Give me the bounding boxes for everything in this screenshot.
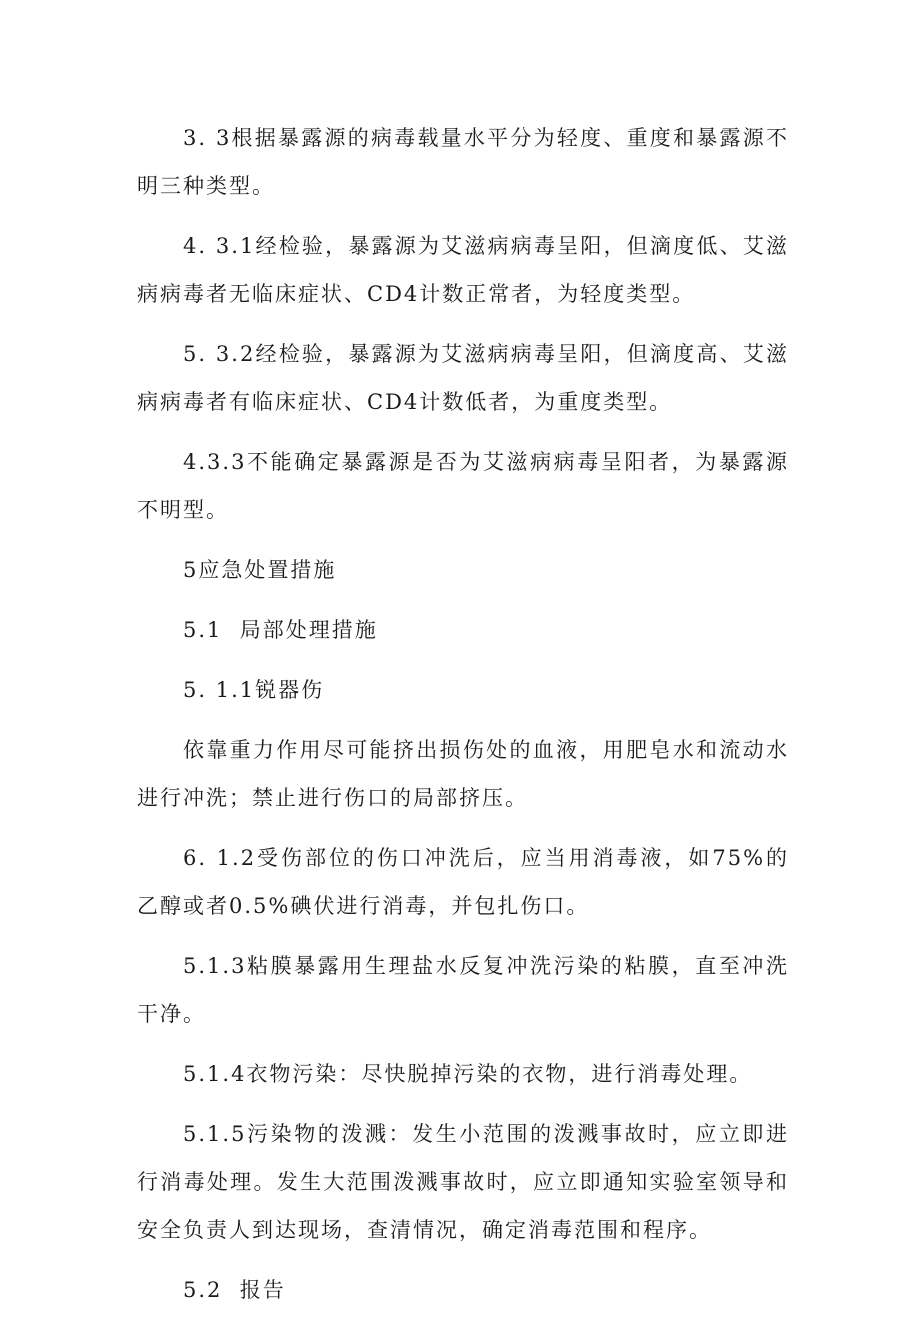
paragraph-mild-type: 4. 3.1经检验，暴露源为艾滋病病毒呈阳，但滴度低、艾滋病病毒者无临床症状、CD4计数正常者，为轻度类型。 [137,234,789,306]
paragraph-clothing-contamination: 5.1.4衣物污染：尽快脱掉污染的衣物，进行消毒处理。 [183,1062,753,1086]
section-heading-5-1-1: 5. 1.1锐器伤 [183,678,325,702]
paragraph-mucosa-exposure: 5.1.3粘膜暴露用生理盐水反复冲洗污染的粘膜，直至冲洗干净。 [137,954,789,1026]
document-body [137,114,789,1326]
paragraph-unknown-type: 4.3.3不能确定暴露源是否为艾滋病病毒呈阳者，为暴露源不明型。 [137,450,789,522]
paragraph-wound-disinfection: 6. 1.2受伤部位的伤口冲洗后，应当用消毒液，如75%的乙醇或者0.5%碘伏进行消毒，并包扎伤口。 [137,846,789,918]
paragraph-severe-type: 5. 3.2经检验，暴露源为艾滋病病毒呈阳，但滴度高、艾滋病病毒者有临床症状、CD4计数低者，为重度类型。 [137,342,789,414]
paragraph-sharps-injury: 依靠重力作用尽可能挤出损伤处的血液，用肥皂水和流动水进行冲洗；禁止进行伤口的局部挤压。 [137,738,789,810]
section-heading-5: 5应急处置措施 [183,558,337,582]
paragraph-spill: 5.1.5污染物的泼溅：发生小范围的泼溅事故时，应立即进行消毒处理。发生大范围泼溅事故时，应立即通知实验室领导和安全负责人到达现场，查清情况，确定消毒范围和程序。 [137,1122,789,1242]
paragraph-3-3-classification: 3. 3根据暴露源的病毒载量水平分为轻度、重度和暴露源不明三种类型。 [137,126,789,198]
section-heading-5-1: 5.1 局部处理措施 [183,618,378,642]
section-heading-5-2: 5.2 报告 [183,1278,286,1302]
